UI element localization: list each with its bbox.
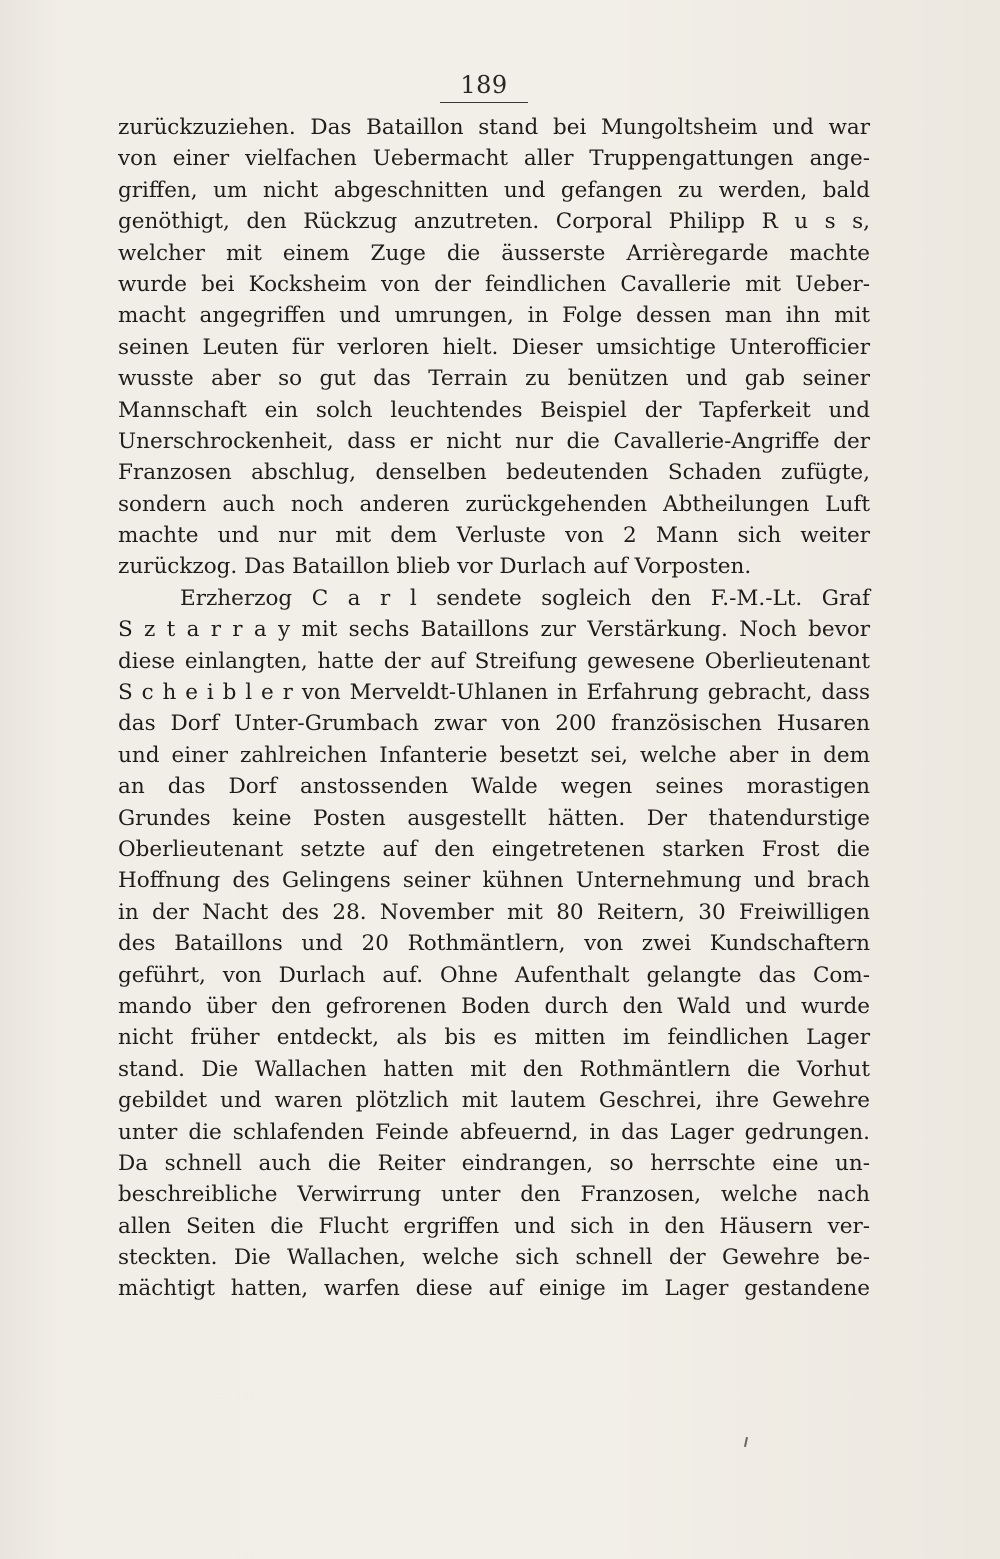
text-line: unter die schlafenden Feinde abfeuernd, in das Lager gedrungen. <box>118 1119 870 1145</box>
text-line: Oberlieutenant setzte auf den eingetretenen starken Frost die <box>118 836 870 862</box>
text-line: des Bataillons und 20 Rothmäntlern, von zwei Kundschaftern <box>118 931 870 957</box>
text-line: S z t a r r a y mit sechs Bataillons zur Verstärkung. Noch bevor <box>118 617 870 643</box>
text-line: nicht früher entdeckt, als bis es mitten im feindlichen Lager <box>118 1025 870 1051</box>
text-line: mando über den gefrorenen Boden durch den Wald und wurde <box>118 993 870 1019</box>
text-line: in der Nacht des 28. November mit 80 Reitern, 30 Freiwilligen <box>118 899 870 925</box>
text-line: stand. Die Wallachen hatten mit den Rothmäntlern die Vorhut <box>118 1056 870 1082</box>
text-line: machte und nur mit dem Verluste von 2 Mann sich weiter <box>118 523 870 549</box>
text-line: sondern auch noch anderen zurückgehenden Abtheilungen Luft <box>118 491 870 517</box>
text-line: steckten. Die Wallachen, welche sich schnell der Gewehre be- <box>118 1245 870 1271</box>
text-line: griffen, um nicht abgeschnitten und gefangen zu werden, bald <box>118 177 870 203</box>
text-line: S c h e i b l e r von Merveldt-Uhlanen in Erfahrung gebracht, dass <box>118 680 870 706</box>
stray-ink-mark <box>744 1437 748 1447</box>
text-line: mächtigt hatten, warfen diese auf einige im Lager gestandene <box>118 1276 870 1302</box>
text-line: Grundes keine Posten ausgestellt hätten. Der thatendurstige <box>118 805 870 831</box>
text-line: genöthigt, den Rückzug anzutreten. Corporal Philipp R u s s, <box>118 209 870 235</box>
text-line: beschreibliche Verwirrung unter den Franzosen, welche nach <box>118 1182 870 1208</box>
page-number-rule <box>440 102 528 103</box>
text-line: allen Seiten die Flucht ergriffen und sich in den Häusern ver- <box>118 1213 870 1239</box>
page-number: 189 <box>460 71 508 99</box>
paragraph-end-line: zurückzog. Das Bataillon blieb vor Durlach auf Vorposten. <box>118 554 752 580</box>
text-line: das Dorf Unter-Grumbach zwar von 200 französischen Husaren <box>118 711 870 737</box>
text-line: Hoffnung des Gelingens seiner kühnen Unternehmung und brach <box>118 868 870 894</box>
text-line: wusste aber so gut das Terrain zu benützen und gab seiner <box>118 366 870 392</box>
text-line: gebildet und waren plötzlich mit lautem Geschrei, ihre Gewehre <box>118 1088 870 1114</box>
text-line: diese einlangten, hatte der auf Streifung gewesene Oberlieutenant <box>118 648 870 674</box>
text-line: von einer vielfachen Uebermacht aller Truppengattungen ange- <box>118 146 870 172</box>
text-line: zurückzuziehen. Das Bataillon stand bei Mungoltsheim und war <box>118 115 870 140</box>
text-line: an das Dorf anstossenden Walde wegen seines morastigen <box>118 774 870 800</box>
body-text <box>118 112 870 1305</box>
text-line: Unerschrockenheit, dass er nicht nur die Cavallerie-Angriffe der <box>118 428 870 454</box>
text-line: und einer zahlreichen Infanterie besetzt sei, welche aber in dem <box>118 742 870 768</box>
text-line: welcher mit einem Zuge die äusserste Arrièregarde machte <box>118 240 870 266</box>
text-line: Mannschaft ein solch leuchtendes Beispiel der Tapferkeit und <box>118 397 870 423</box>
paragraph-start-line: Erzherzog C a r l sendete sogleich den F.-M.-Lt. Graf <box>180 585 870 611</box>
text-line: Franzosen abschlug, denselben bedeutenden Schaden zufügte, <box>118 460 870 486</box>
text-line: Da schnell auch die Reiter eindrangen, so herrschte eine un- <box>118 1150 870 1176</box>
text-line: geführt, von Durlach auf. Ohne Aufenthalt gelangte das Com- <box>118 962 870 988</box>
text-line: macht angegriffen und umrungen, in Folge dessen man ihn mit <box>118 303 870 329</box>
text-line: wurde bei Kocksheim von der feindlichen Cavallerie mit Ueber- <box>118 271 870 297</box>
text-line: seinen Leuten für verloren hielt. Dieser umsichtige Unterofficier <box>118 334 870 360</box>
